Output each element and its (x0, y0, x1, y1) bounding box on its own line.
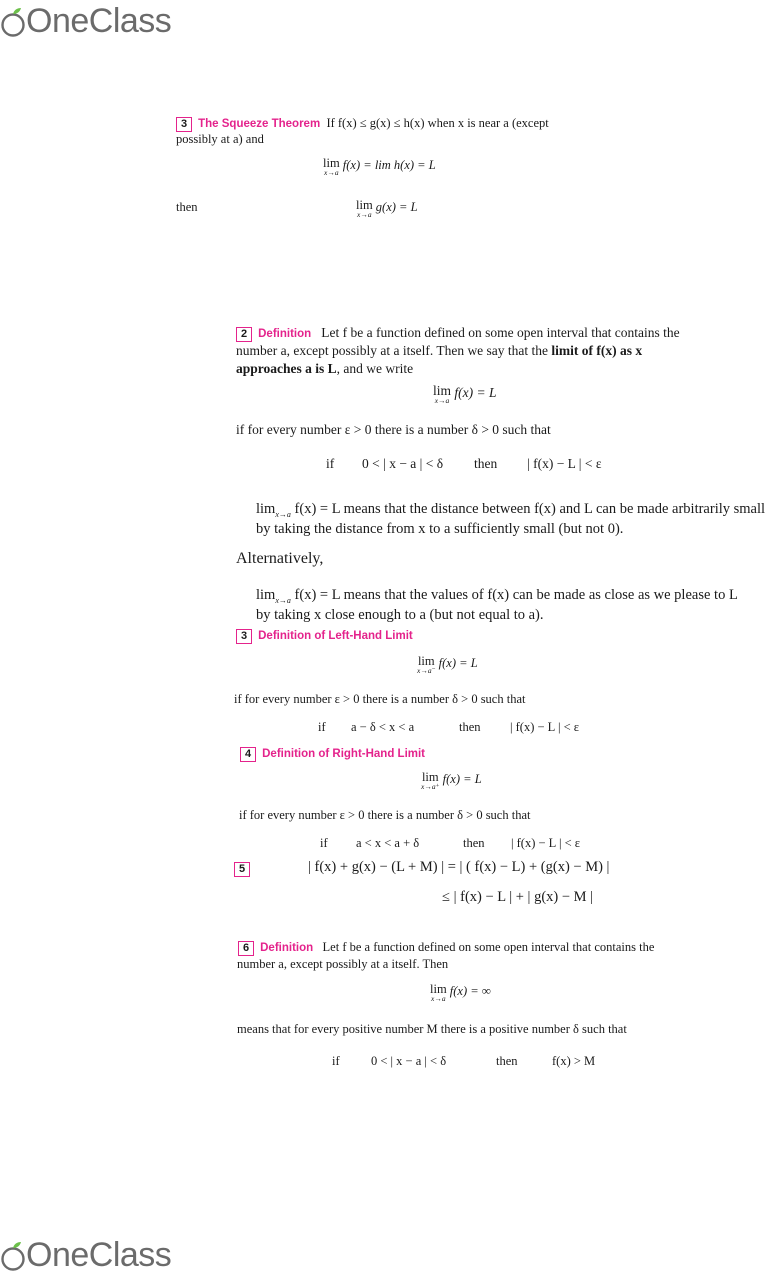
definition-6-equation: lim x→a f(x) = ∞ (430, 982, 491, 1003)
alternatively-heading: Alternatively, (236, 550, 324, 567)
theorem-title: The Squeeze Theorem (198, 118, 321, 130)
logo-text: OneClass (26, 1236, 172, 1274)
left-limit-then-expression: | f(x) − L | < ε (510, 720, 580, 734)
meaning-2-line2: by taking x close enough to a (but not equal to a). (256, 607, 544, 623)
then-label: then (176, 200, 198, 214)
equation-5-line2: ≤ | f(x) − L | + | g(x) − M | (442, 889, 594, 905)
meaning-1-line1: $\lim_{x\to a} f(x) = L$ means that the distance between f(x) and L can be made arbitrarily small (256, 501, 766, 519)
right-limit-then-word: then (463, 836, 485, 850)
definition-6-line1: 6 Definition Let f be a function defined on some open interval that contains the (238, 939, 654, 956)
definition-number-box: 2 (236, 327, 252, 342)
definition-2-equation: lim x→a f(x) = L (433, 383, 497, 405)
left-limit-number-box: 3 (236, 629, 252, 644)
definition-2-line1: 2 Definition Let f be a function defined on some open interval that contains the (236, 325, 680, 342)
definition-2-if-expression: 0 < | x − a | < δ (362, 456, 444, 471)
oneclass-logo-footer (0, 1236, 171, 1275)
left-limit-equation: lim x→a⁻ f(x) = L (417, 654, 478, 675)
definition-6-then-expression: f(x) > M (552, 1054, 596, 1068)
theorem-line1: If f(x) ≤ g(x) ≤ h(x) when x is near a (except (326, 116, 549, 130)
definition-2-line3: approaches a is L, and we write (236, 361, 414, 376)
definition-6-if-word: if (332, 1054, 340, 1068)
logo-apple-icon (0, 1239, 26, 1273)
right-limit-equation: lim x→a⁺ f(x) = L (421, 770, 482, 791)
right-limit-then-expression: | f(x) − L | < ε (511, 836, 581, 850)
left-limit-condition: if for every number ε > 0 there is a number δ > 0 such that (234, 692, 526, 706)
definition-6-then-word: then (496, 1054, 518, 1068)
logo-text: OneClass (26, 2, 172, 40)
equation-5-number (234, 860, 256, 877)
left-limit-title: Definition of Left-Hand Limit (258, 630, 413, 642)
theorem-line2: possibly at a) and (176, 132, 264, 146)
left-limit-then-word: then (459, 720, 481, 734)
right-limit-heading (240, 745, 425, 762)
oneclass-logo-header (0, 2, 171, 41)
right-limit-if-word: if (320, 836, 328, 850)
equation-5-number-box: 5 (234, 862, 250, 877)
definition-6-if-expression: 0 < | x − a | < δ (371, 1054, 447, 1068)
definition-2-then-expression: | f(x) − L | < ε (527, 456, 602, 471)
definition-title: Definition (258, 328, 312, 340)
equation-5-line1: | f(x) + g(x) − (L + M) | = | ( f(x) − L) + (g(x) − M) | (308, 859, 610, 875)
meaning-2-line1: $\lim_{x\to a} f(x) = L$ means that the values of f(x) can be made as close as we please to L (256, 587, 738, 605)
meaning-1-line2: by taking the distance from x to a sufficiently small (but not 0). (256, 521, 624, 537)
right-limit-title: Definition of Right-Hand Limit (262, 748, 426, 760)
definition-2-if-word: if (326, 456, 335, 471)
left-limit-heading (236, 627, 413, 644)
left-limit-if-word: if (318, 720, 326, 734)
theorem-equation-2: lim x→a g(x) = L (356, 198, 418, 219)
right-limit-number-box: 4 (240, 747, 256, 762)
squeeze-theorem-heading (176, 115, 549, 132)
right-limit-if-expression: a < x < a + δ (356, 836, 420, 850)
theorem-equation-1: lim x→a f(x) = lim h(x) = L (323, 156, 436, 177)
logo-apple-icon (0, 5, 26, 39)
definition-6-line2: number a, except possibly at a itself. Then (237, 957, 449, 971)
definition-6-number-box: 6 (238, 941, 254, 956)
definition-2-then-word: then (474, 456, 498, 471)
left-limit-if-expression: a − δ < x < a (351, 720, 415, 734)
definition-6-title: Definition (260, 942, 314, 954)
definition-2-line2: number a, except possibly at a itself. Then we say that the limit of f(x) as x (236, 343, 643, 358)
definition-6-condition: means that for every positive number M there is a positive number δ such that (237, 1022, 627, 1036)
right-limit-condition: if for every number ε > 0 there is a number δ > 0 such that (239, 808, 531, 822)
theorem-number-box: 3 (176, 117, 192, 132)
definition-2-condition: if for every number ε > 0 there is a number δ > 0 such that (236, 422, 551, 437)
